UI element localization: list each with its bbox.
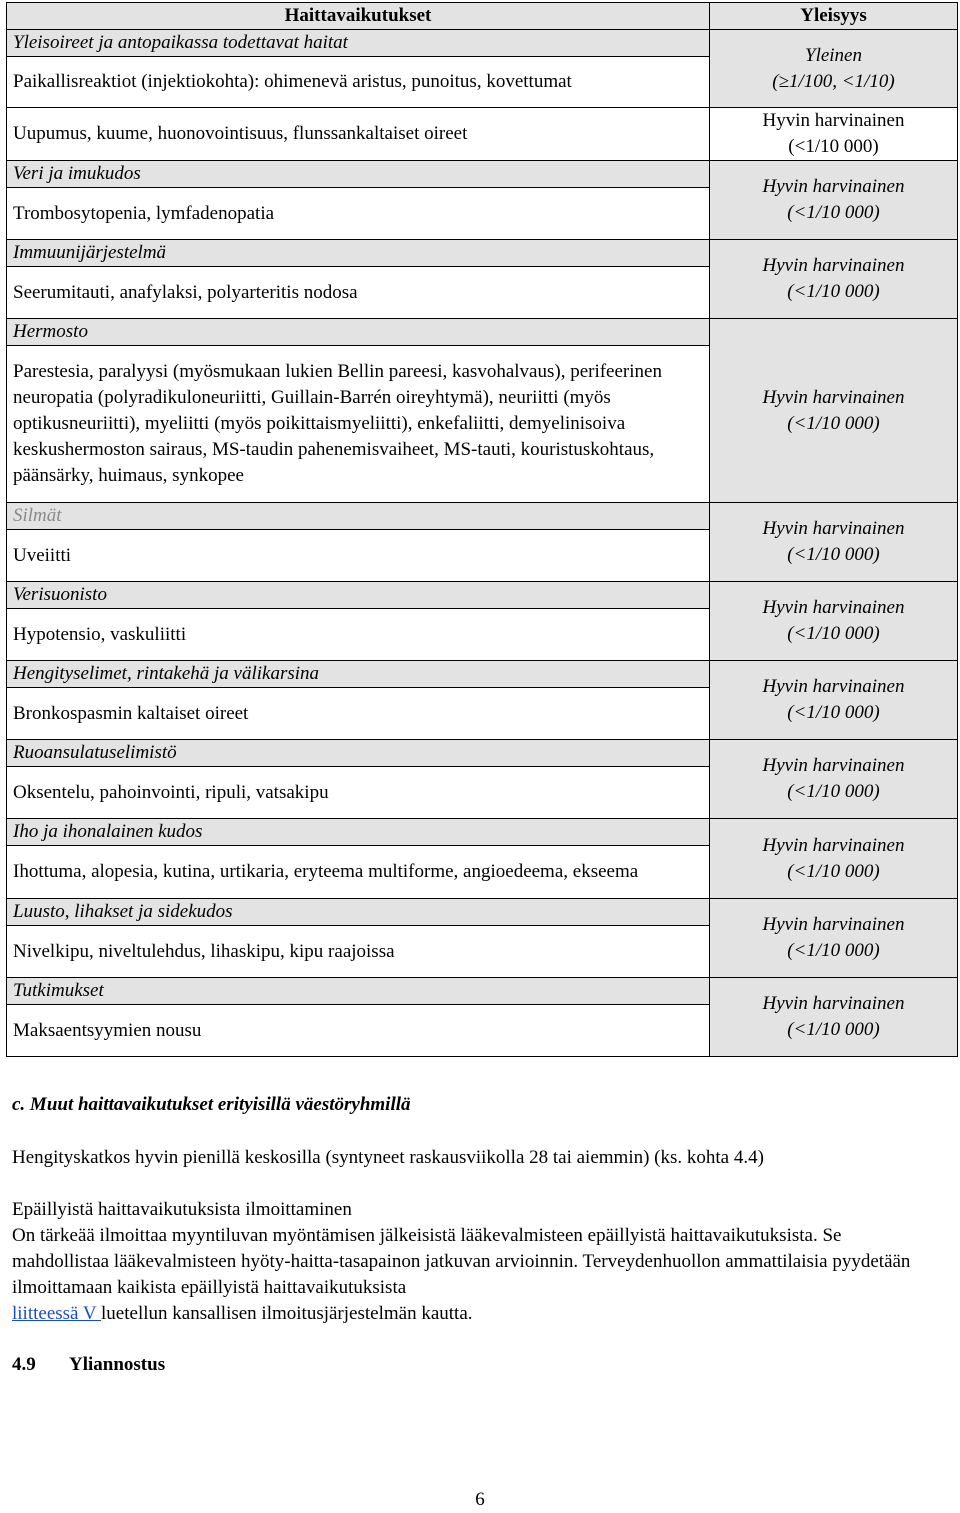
frequency-label: Hyvin harvinainen: [762, 914, 905, 935]
adverse-effects-table: [6, 2, 958, 1057]
frequency-label: Hyvin harvinainen: [762, 993, 905, 1014]
category-label: Ruoansulatuselimistö: [7, 740, 710, 767]
category-label: Silmät: [7, 503, 710, 530]
adverse-effect-text: Trombosytopenia, lymfadenopatia: [7, 188, 710, 240]
category-row: [7, 30, 958, 57]
section-4-9-heading: [12, 1354, 165, 1376]
section-title: Yliannostus: [69, 1354, 166, 1375]
adverse-effect-text: Ihottuma, alopesia, kutina, urtikaria, eryteema multiforme, angioedeema, ekseema: [7, 846, 710, 899]
frequency-cell: [710, 161, 958, 240]
frequency-label: Hyvin harvinainen: [762, 176, 905, 197]
category-row: [7, 899, 958, 926]
category-row: [7, 582, 958, 609]
frequency-label: Hyvin harvinainen: [762, 255, 905, 276]
table-row: [7, 108, 958, 161]
category-row: [7, 161, 958, 188]
adverse-effect-text: Nivelkipu, niveltulehdus, lihaskipu, kipu raajoissa: [7, 926, 710, 978]
frequency-label: Hyvin harvinainen: [762, 676, 905, 697]
frequency-cell: [710, 503, 958, 582]
frequency-cell: [710, 30, 958, 108]
header-adverse-effects: Haittavaikutukset: [7, 3, 710, 30]
adverse-effect-text: Uupumus, kuume, huonovointisuus, flunssankaltaiset oireet: [7, 108, 710, 161]
frequency-label: Hyvin harvinainen: [762, 834, 905, 856]
adverse-effect-text: Paikallisreaktiot (injektiokohta): ohimenevä aristus, punoitus, kovettumat: [7, 57, 710, 108]
section-number: 4.9: [12, 1354, 36, 1375]
frequency-cell: [710, 240, 958, 319]
category-label: Immuunijärjestelmä: [7, 240, 710, 267]
section-c-heading: c. Muut haittavaikutukset erityisillä väestöryhmillä: [12, 1094, 411, 1115]
category-row: [7, 819, 958, 846]
frequency-cell: [710, 582, 958, 661]
frequency-range: (<1/10 000): [787, 860, 880, 882]
category-label: Luusto, lihakset ja sidekudos: [7, 899, 710, 926]
category-row: [7, 240, 958, 267]
frequency-label: Hyvin harvinainen: [762, 518, 905, 539]
header-frequency: Yleisyys: [710, 3, 958, 30]
category-row: [7, 740, 958, 767]
frequency-range: (<1/10 000): [788, 136, 879, 157]
annex-v-link[interactable]: liitteessä V: [12, 1303, 102, 1324]
reporting-tail-text: luetellun kansallisen ilmoitusjärjestelmän kautta.: [101, 1303, 473, 1324]
adverse-effect-text: Oksentelu, pahoinvointi, ripuli, vatsakipu: [7, 767, 710, 819]
category-label: Yleisoireet ja antopaikassa todettavat haitat: [7, 30, 710, 57]
frequency-cell: [710, 740, 958, 819]
frequency-range: (<1/10 000): [787, 412, 880, 434]
reporting-body: [12, 1223, 942, 1327]
frequency-range: (<1/10 000): [787, 702, 880, 723]
frequency-range: (<1/10 000): [787, 940, 880, 961]
adverse-effect-text: Uveiitti: [7, 530, 710, 582]
reporting-section: [12, 1197, 942, 1327]
adverse-effect-text: Maksaentsyymien nousu: [7, 1005, 710, 1057]
adverse-effect-text: Seerumitauti, anafylaksi, polyarteritis nodosa: [7, 267, 710, 319]
table-header-row: [7, 3, 958, 30]
frequency-cell: [710, 108, 958, 161]
category-row: [7, 503, 958, 530]
frequency-label: Yleinen: [805, 44, 862, 66]
frequency-label: Hyvin harvinainen: [762, 597, 905, 618]
category-label: Hengityselimet, rintakehä ja välikarsina: [7, 661, 710, 688]
frequency-range: (<1/10 000): [787, 781, 880, 802]
frequency-cell: [710, 319, 958, 503]
frequency-range: (<1/10 000): [787, 544, 880, 565]
frequency-range: (<1/10 000): [787, 281, 880, 302]
category-label: Iho ja ihonalainen kudos: [7, 819, 710, 846]
reporting-body-text: On tärkeää ilmoittaa myyntiluvan myöntämisen jälkeisistä lääkevalmisteen epäillyistä haittavaikutuksista. Se mahdollistaa lääkevalmisteen hyöty-haitta-tasapainon jatkuvan arvioinnin. Terveydenhuollon ammattilaisia pyydetään ilmoittamaan kaikista epäillyistä haittavaikutuksista: [12, 1225, 911, 1298]
adverse-effect-text: Hypotensio, vaskuliitti: [7, 609, 710, 661]
category-label: Verisuonisto: [7, 582, 710, 609]
frequency-range: (<1/10 000): [787, 623, 880, 644]
adverse-effect-text: Bronkospasmin kaltaiset oireet: [7, 688, 710, 740]
adverse-effect-text: Parestesia, paralyysi (myösmukaan lukien Bellin pareesi, kasvohalvaus), perifeerinen neuropatia (polyradikuloneuriitti, Guillain-Barrén oireyhtymä), neuriitti (myös optikusneuriitti), myeliitti (myös poikittaismyeliitti), enkefaliitti, demyelinisoiva keskushermoston sairaus, MS-taudin pahenemisvaiheet, MS-tauti, kouristuskohtaus, päänsärky, huimaus, synkopee: [7, 346, 710, 503]
frequency-range: (≥1/100, <1/10): [772, 70, 895, 92]
category-label: Tutkimukset: [7, 978, 710, 1005]
frequency-label: Hyvin harvinainen: [762, 386, 905, 408]
frequency-cell: [710, 899, 958, 978]
apnea-paragraph: Hengityskatkos hyvin pienillä keskosilla (syntyneet raskausviikolla 28 tai aiemmin) (ks. kohta 4.4): [12, 1147, 764, 1168]
category-row: [7, 319, 958, 346]
category-label: Veri ja imukudos: [7, 161, 710, 188]
frequency-cell: [710, 661, 958, 740]
page-number: 6: [475, 1489, 485, 1510]
category-row: [7, 661, 958, 688]
frequency-label: Hyvin harvinainen: [762, 755, 905, 776]
frequency-range: (<1/10 000): [787, 1019, 880, 1040]
category-label: Hermosto: [7, 319, 710, 346]
frequency-cell: [710, 819, 958, 899]
frequency-cell: [710, 978, 958, 1057]
category-row: [7, 978, 958, 1005]
frequency-label: Hyvin harvinainen: [762, 110, 905, 131]
frequency-range: (<1/10 000): [787, 202, 880, 223]
reporting-title: Epäillyistä haittavaikutuksista ilmoittaminen: [12, 1199, 352, 1220]
